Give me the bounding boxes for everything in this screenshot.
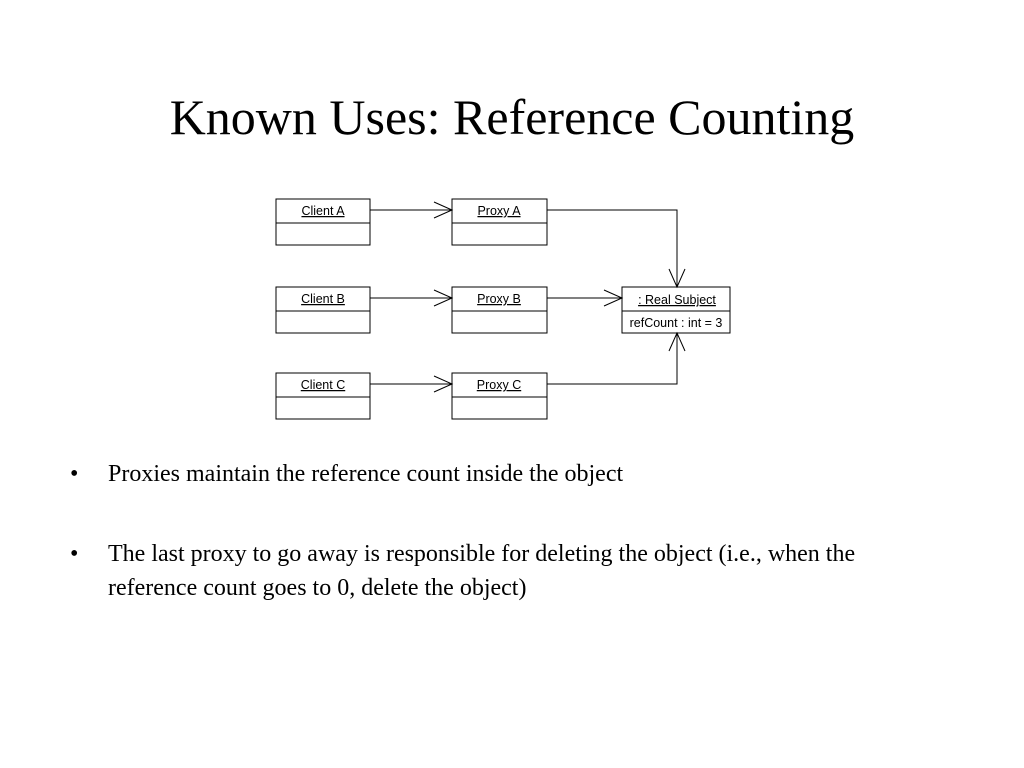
proxy-c-label: Proxy C (476, 378, 522, 392)
real-subject-box (622, 287, 730, 333)
proxy-b-label: Proxy B (477, 292, 521, 306)
real-subject-label: : Real Subject (638, 293, 716, 307)
client-c-label: Client C (300, 378, 346, 392)
arrow-proxy-a-to-subject (547, 210, 685, 287)
client-b-label: Client B (301, 292, 345, 306)
client-c-box (276, 373, 370, 419)
arrow-proxy-b-to-subject (547, 290, 622, 306)
bullet-marker: • (70, 461, 79, 487)
slide-title: Known Uses: Reference Counting (169, 89, 855, 145)
proxy-a-label: Proxy A (477, 204, 521, 218)
client-a-box (276, 199, 370, 245)
bullet-text: Proxies maintain the reference count inside the object (108, 461, 624, 487)
bullet-marker: • (70, 541, 79, 567)
bullet-text: The last proxy to go away is responsible for deleting the object (i.e., when the reference count goes to 0, delete the object) (108, 541, 856, 601)
arrow-client-c-to-proxy-c (370, 376, 452, 392)
proxy-c-box (452, 373, 547, 419)
arrow-client-a-to-proxy-a (370, 202, 452, 218)
bullet-list (70, 457, 930, 651)
client-a-label: Client A (301, 204, 345, 218)
proxy-a-box (452, 199, 547, 245)
bullet-item (70, 537, 930, 605)
arrow-client-b-to-proxy-b (370, 290, 452, 306)
proxy-b-box (452, 287, 547, 333)
refcount-attribute: refCount : int = 3 (629, 316, 723, 330)
client-b-box (276, 287, 370, 333)
bullet-item (70, 457, 930, 491)
arrow-proxy-c-to-subject (547, 333, 685, 384)
